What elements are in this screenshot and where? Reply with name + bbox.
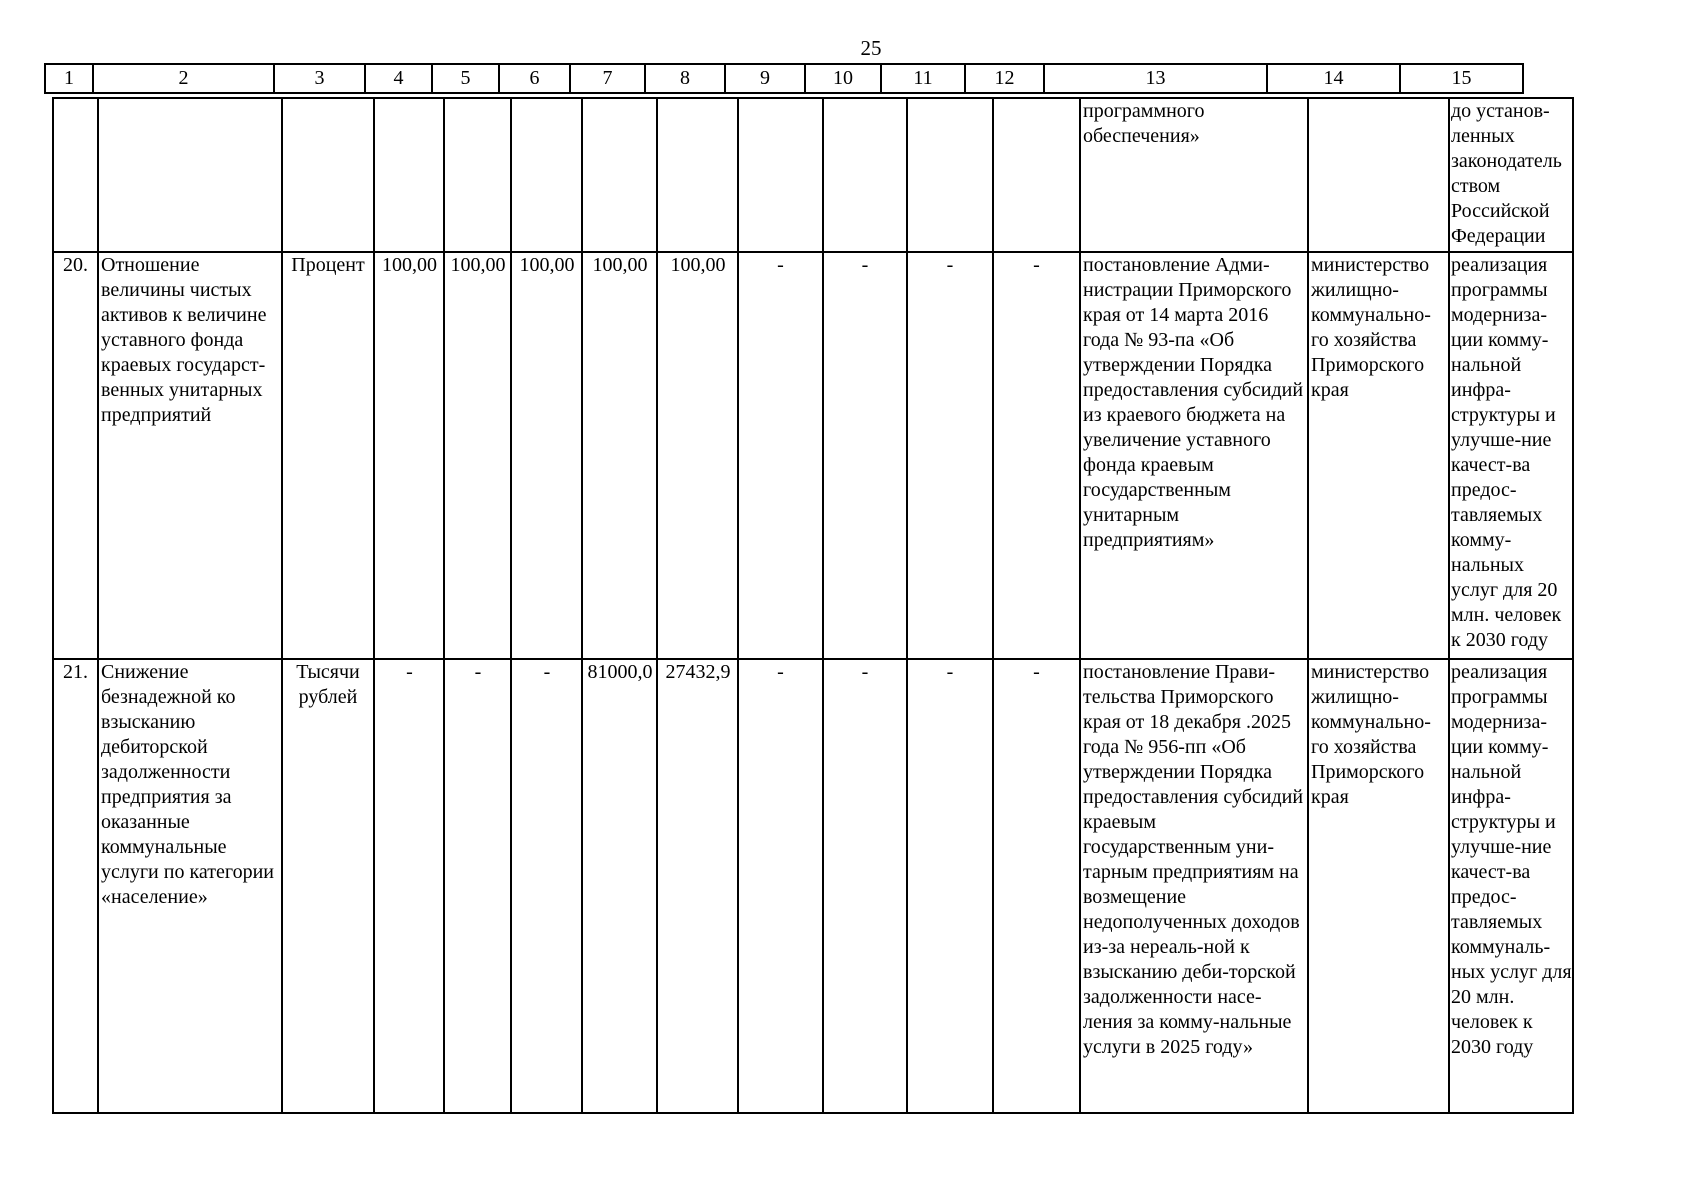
- unit: [282, 98, 374, 252]
- header-col-5: 5: [432, 64, 499, 93]
- value-col-10: -: [823, 252, 907, 659]
- header-col-4: 4: [365, 64, 432, 93]
- legal-basis: постановление Прави-тельства Приморского края от 18 декабря .2025 года № 956-пп «Об утверждении Порядка предоставления субсидий краевым государственным уни-тарным предприятиям на возмещение недополученных доходов из-за нереаль-ной к взысканию деби-торской задолженности насе-ления за комму-нальные услуги в 2025 году»: [1080, 659, 1308, 1113]
- unit: Процент: [282, 252, 374, 659]
- indicator-name: Снижение безнадежной ко взысканию дебиторской задолженности предприятия за оказанные коммунальные услуги по категории «население»: [98, 659, 282, 1113]
- value-col-4: -: [374, 659, 444, 1113]
- value-col-7: 100,00: [582, 252, 657, 659]
- value-col-5: [444, 98, 511, 252]
- goal: до установ-ленных законодатель ством Российской Федерации: [1449, 98, 1573, 252]
- value-col-11: -: [907, 252, 993, 659]
- page-number: 25: [860, 36, 882, 60]
- responsible-body: министерство жилищно-коммунально-го хозяйства Приморского края: [1308, 659, 1449, 1113]
- value-col-10: -: [823, 659, 907, 1113]
- indicator-name: [98, 98, 282, 252]
- value-col-11: -: [907, 659, 993, 1113]
- value-col-5: -: [444, 659, 511, 1113]
- value-col-5: 100,00: [444, 252, 511, 659]
- goal: реализация программы модерниза-ции комму-нальной инфра-структуры и улучше-ние качест-ва предос-тавляемых коммуналь-ных услуг для 20 млн. человек к 2030 году: [1449, 659, 1573, 1113]
- header-col-8: 8: [645, 64, 725, 93]
- value-col-9: -: [738, 659, 823, 1113]
- row-number: 20.: [53, 252, 98, 659]
- value-col-8: [657, 98, 738, 252]
- header-col-13: 13: [1044, 64, 1267, 93]
- value-col-7: [582, 98, 657, 252]
- table-row: [53, 252, 1573, 659]
- legal-basis: постановление Адми-нистрации Приморского края от 14 марта 2016 года № 93-па «Об утверждении Порядка предоставления субсидий из краевого бюджета на увеличение уставного фонда краевым государственным унитарным предприятиям»: [1080, 252, 1308, 659]
- value-col-6: 100,00: [511, 252, 582, 659]
- header-col-3: 3: [274, 64, 365, 93]
- header-col-11: 11: [881, 64, 965, 93]
- value-col-12: -: [993, 252, 1080, 659]
- value-col-10: [823, 98, 907, 252]
- value-col-7: 81000,0: [582, 659, 657, 1113]
- value-col-12: [993, 98, 1080, 252]
- column-number-header: [44, 63, 1524, 94]
- header-col-7: 7: [570, 64, 645, 93]
- table-row: [53, 98, 1573, 252]
- value-col-12: -: [993, 659, 1080, 1113]
- value-col-9: -: [738, 252, 823, 659]
- responsible-body: [1308, 98, 1449, 252]
- row-number: [53, 98, 98, 252]
- header-col-2: 2: [93, 64, 274, 93]
- row-number: 21.: [53, 659, 98, 1113]
- header-col-6: 6: [499, 64, 570, 93]
- header-col-12: 12: [965, 64, 1044, 93]
- indicator-name: Отношение величины чистых активов к величине уставного фонда краевых государст-венных унитарных предприятий: [98, 252, 282, 659]
- value-col-9: [738, 98, 823, 252]
- header-col-14: 14: [1267, 64, 1400, 93]
- legal-basis: программного обеспечения»: [1080, 98, 1308, 252]
- value-col-4: [374, 98, 444, 252]
- value-col-11: [907, 98, 993, 252]
- value-col-6: -: [511, 659, 582, 1113]
- responsible-body: министерство жилищно-коммунально-го хозяйства Приморского края: [1308, 252, 1449, 659]
- goal: реализация программы модерниза-ции комму-нальной инфра-структуры и улучше-ние качест-ва предос-тавляемых комму-нальных услуг для 20 млн. человек к 2030 году: [1449, 252, 1573, 659]
- header-col-15: 15: [1400, 64, 1523, 93]
- unit: Тысячи рублей: [282, 659, 374, 1113]
- value-col-6: [511, 98, 582, 252]
- header-col-9: 9: [725, 64, 805, 93]
- header-col-10: 10: [805, 64, 881, 93]
- table-row: [53, 659, 1573, 1113]
- header-col-1: 1: [45, 64, 93, 93]
- indicators-table: [52, 97, 1574, 1114]
- value-col-8: 27432,9: [657, 659, 738, 1113]
- value-col-8: 100,00: [657, 252, 738, 659]
- value-col-4: 100,00: [374, 252, 444, 659]
